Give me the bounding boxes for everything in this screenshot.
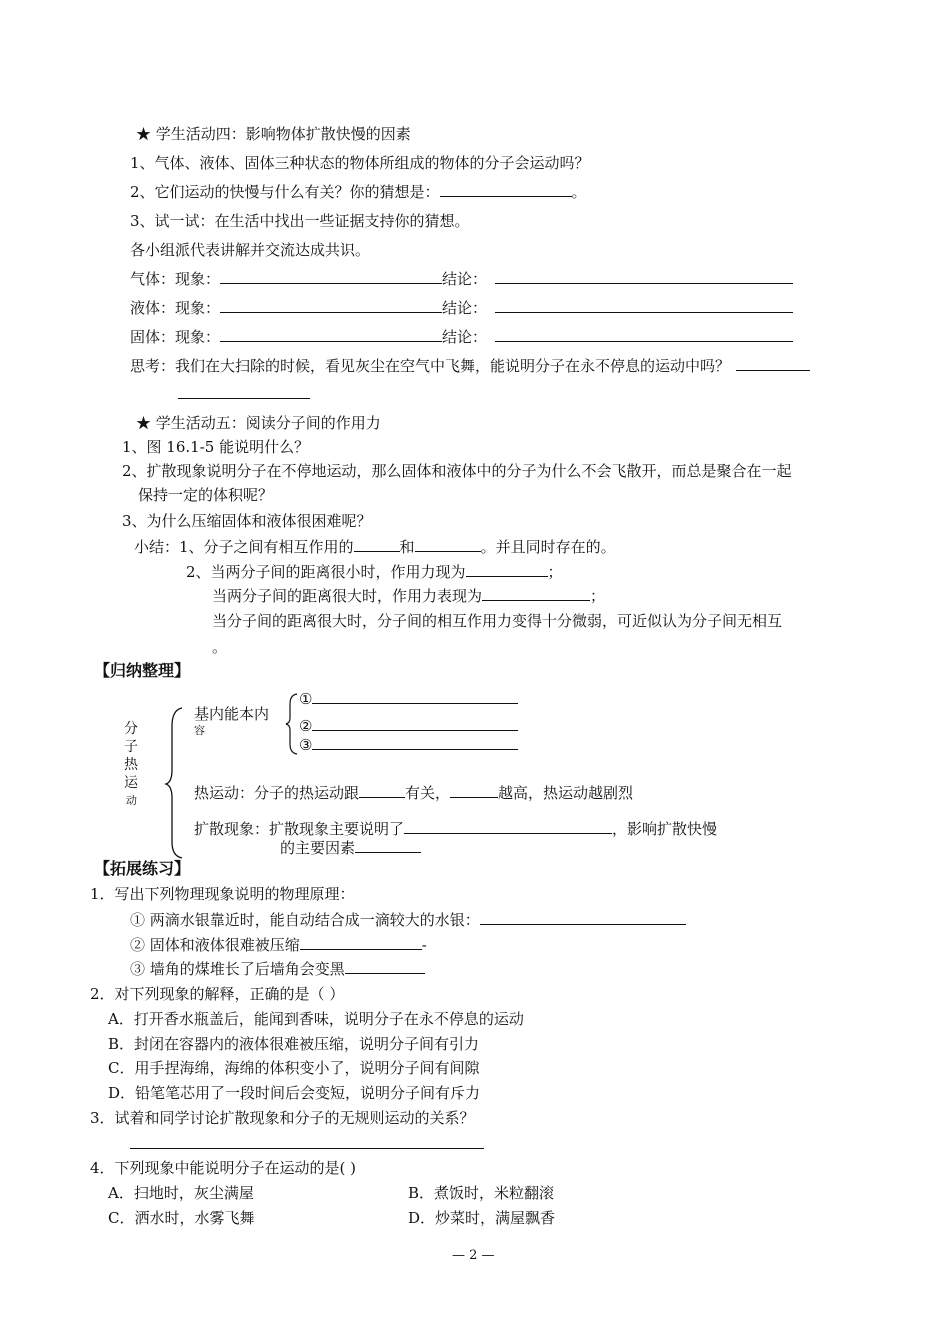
practice-4-option-a[interactable]: A．扫地时，灰尘满屋 bbox=[108, 1184, 254, 1202]
thermal-motion-line: 热运动：分子的热运动跟 有关， 越高，热运动越剧烈 bbox=[194, 784, 634, 802]
thermal-related-blank[interactable] bbox=[359, 783, 405, 798]
practice-2-option-b[interactable]: B．封闭在容器内的液体很难被压缩，说明分子间有引力 bbox=[108, 1035, 480, 1053]
coal-blank[interactable] bbox=[345, 959, 425, 974]
practice-1-3: ③ 墙角的煤堆长了后墙角会变黑 bbox=[130, 959, 425, 979]
summary-2: 2、当两分子间的距离很小时，作用力现为 ； bbox=[186, 563, 563, 581]
think-question: 思考：我们在大扫除的时候，看见灰尘在空气中飞舞，能说明分子在永不停息的运动中吗？ bbox=[130, 356, 810, 376]
attraction-blank[interactable] bbox=[354, 537, 400, 552]
summary-heading: 【归纳整理】 bbox=[94, 661, 191, 680]
think-blank-1[interactable] bbox=[736, 356, 810, 371]
practice-2-option-a[interactable]: A．打开香水瓶盖后，能闻到香味，说明分子在永不停息的运动 bbox=[108, 1010, 524, 1028]
diffusion-line: 扩散现象：扩散现象主要说明了 ，影响扩散快慢 bbox=[194, 820, 718, 838]
activity5-q2b: 保持一定的体积呢？ bbox=[138, 486, 274, 504]
diffusion-blank[interactable] bbox=[404, 819, 612, 834]
summary-5: 。 bbox=[212, 638, 228, 656]
large-distance-blank[interactable] bbox=[482, 586, 590, 601]
practice-3-answer-line bbox=[130, 1134, 484, 1154]
practice-2-option-c[interactable]: C．用手捏海绵，海绵的体积变小了，说明分子间有间隙 bbox=[108, 1059, 480, 1077]
activity4-q4: 各小组派代表讲解并交流达成共识。 bbox=[130, 241, 371, 259]
summary-4: 当分子间的距离很大时，分子间的相互作用力变得十分微弱，可近似认为分子间无相互 bbox=[212, 612, 783, 630]
practice-4-option-c[interactable]: C．洒水时，水雾飞舞 bbox=[108, 1209, 255, 1227]
liquid-phenomenon-blank[interactable] bbox=[220, 298, 442, 313]
small-brace bbox=[285, 692, 299, 756]
activity5-q2a: 2、扩散现象说明分子在不停地运动，那么固体和液体中的分子为什么不会飞散开，而总是聚合在一起 bbox=[122, 462, 792, 480]
activity4-q3: 3、试一试：在生活中找出一些证据支持你的猜想。 bbox=[130, 212, 470, 230]
solid-conclusion-blank[interactable] bbox=[495, 327, 793, 342]
think-blank-2[interactable] bbox=[178, 384, 310, 399]
vertical-char-5: 动 bbox=[126, 794, 137, 807]
page-number: — 2 — bbox=[452, 1248, 495, 1263]
liquid-row: 液体：现象： 结论： bbox=[130, 298, 793, 318]
activity5-q3: 3、为什么压缩固体和液体很困难呢？ bbox=[122, 512, 372, 530]
practice-1-2: ② 固体和液体很难被压缩 - bbox=[130, 936, 427, 954]
activity5-q1: 1、图 16.1-5 能说明什么？ bbox=[122, 438, 310, 456]
vertical-char-2: 子 bbox=[124, 739, 138, 755]
practice-3-blank[interactable] bbox=[130, 1134, 484, 1149]
diffusion-factor-line: 的主要因素 bbox=[280, 838, 421, 858]
big-brace bbox=[164, 706, 186, 860]
activity5-title: ★ 学生活动五：阅读分子间的作用力 bbox=[136, 414, 381, 432]
summary-1: 小结：1、分子之间有相互作用的 和 。并且同时存在的。 bbox=[134, 538, 616, 556]
basic-content-label-2: 容 bbox=[194, 724, 205, 737]
practice-1: 1．写出下列物理现象说明的物理原理： bbox=[90, 885, 355, 903]
think-blank-2-line bbox=[178, 384, 310, 404]
content-blank-1[interactable] bbox=[312, 689, 518, 704]
summary-3: 当两分子间的距离很大时，作用力表现为 ； bbox=[212, 587, 606, 605]
basic-content-label: 基内能本内 bbox=[194, 705, 270, 723]
small-distance-blank[interactable] bbox=[466, 562, 548, 577]
practice-2-option-d[interactable]: D．铅笔笔芯用了一段时间后会变短，说明分子间有斥力 bbox=[108, 1084, 481, 1102]
practice-1-1: ① 两滴水银靠近时，能自动结合成一滴较大的水银： bbox=[130, 910, 686, 930]
practice-2: 2．对下列现象的解释，正确的是（ ） bbox=[90, 985, 345, 1003]
activity4-q2: 2、它们运动的快慢与什么有关？你的猜想是： 。 bbox=[130, 183, 587, 201]
diffusion-factor-blank[interactable] bbox=[355, 838, 421, 853]
content-blank-3[interactable] bbox=[312, 735, 518, 750]
gas-row: 气体：现象： 结论： bbox=[130, 269, 793, 289]
practice-4: 4．下列现象中能说明分子在运动的是( ) bbox=[90, 1159, 357, 1177]
practice-4-option-d[interactable]: D．炒菜时，满屋飘香 bbox=[408, 1209, 556, 1227]
gas-phenomenon-blank[interactable] bbox=[220, 269, 442, 284]
solid-row: 固体：现象： 结论： bbox=[130, 327, 793, 347]
solid-phenomenon-blank[interactable] bbox=[220, 327, 442, 342]
activity4-title: ★ 学生活动四：影响物体扩散快慢的因素 bbox=[136, 125, 411, 143]
vertical-char-1: 分 bbox=[124, 721, 138, 737]
content-blank-2[interactable] bbox=[312, 716, 518, 731]
practice-3: 3．试着和同学讨论扩散现象和分子的无规则运动的关系？ bbox=[90, 1109, 475, 1127]
mercury-blank[interactable] bbox=[480, 910, 686, 925]
thermal-higher-blank[interactable] bbox=[450, 783, 498, 798]
repulsion-blank[interactable] bbox=[415, 537, 481, 552]
activity4-q1: 1、气体、液体、固体三种状态的物体所组成的物体的分子会运动吗？ bbox=[130, 154, 590, 172]
vertical-char-3: 热 bbox=[124, 757, 138, 773]
guess-blank[interactable] bbox=[440, 182, 572, 197]
content-item-1: ① bbox=[299, 689, 518, 709]
vertical-char-4: 运 bbox=[124, 775, 138, 791]
content-item-3: ③ bbox=[299, 735, 518, 755]
practice-4-option-b[interactable]: B．煮饭时，米粒翻滚 bbox=[408, 1184, 555, 1202]
compress-blank[interactable] bbox=[300, 935, 422, 950]
gas-conclusion-blank[interactable] bbox=[495, 269, 793, 284]
content-item-2: ② bbox=[299, 716, 518, 736]
liquid-conclusion-blank[interactable] bbox=[495, 298, 793, 313]
practice-heading: 【拓展练习】 bbox=[94, 859, 191, 878]
